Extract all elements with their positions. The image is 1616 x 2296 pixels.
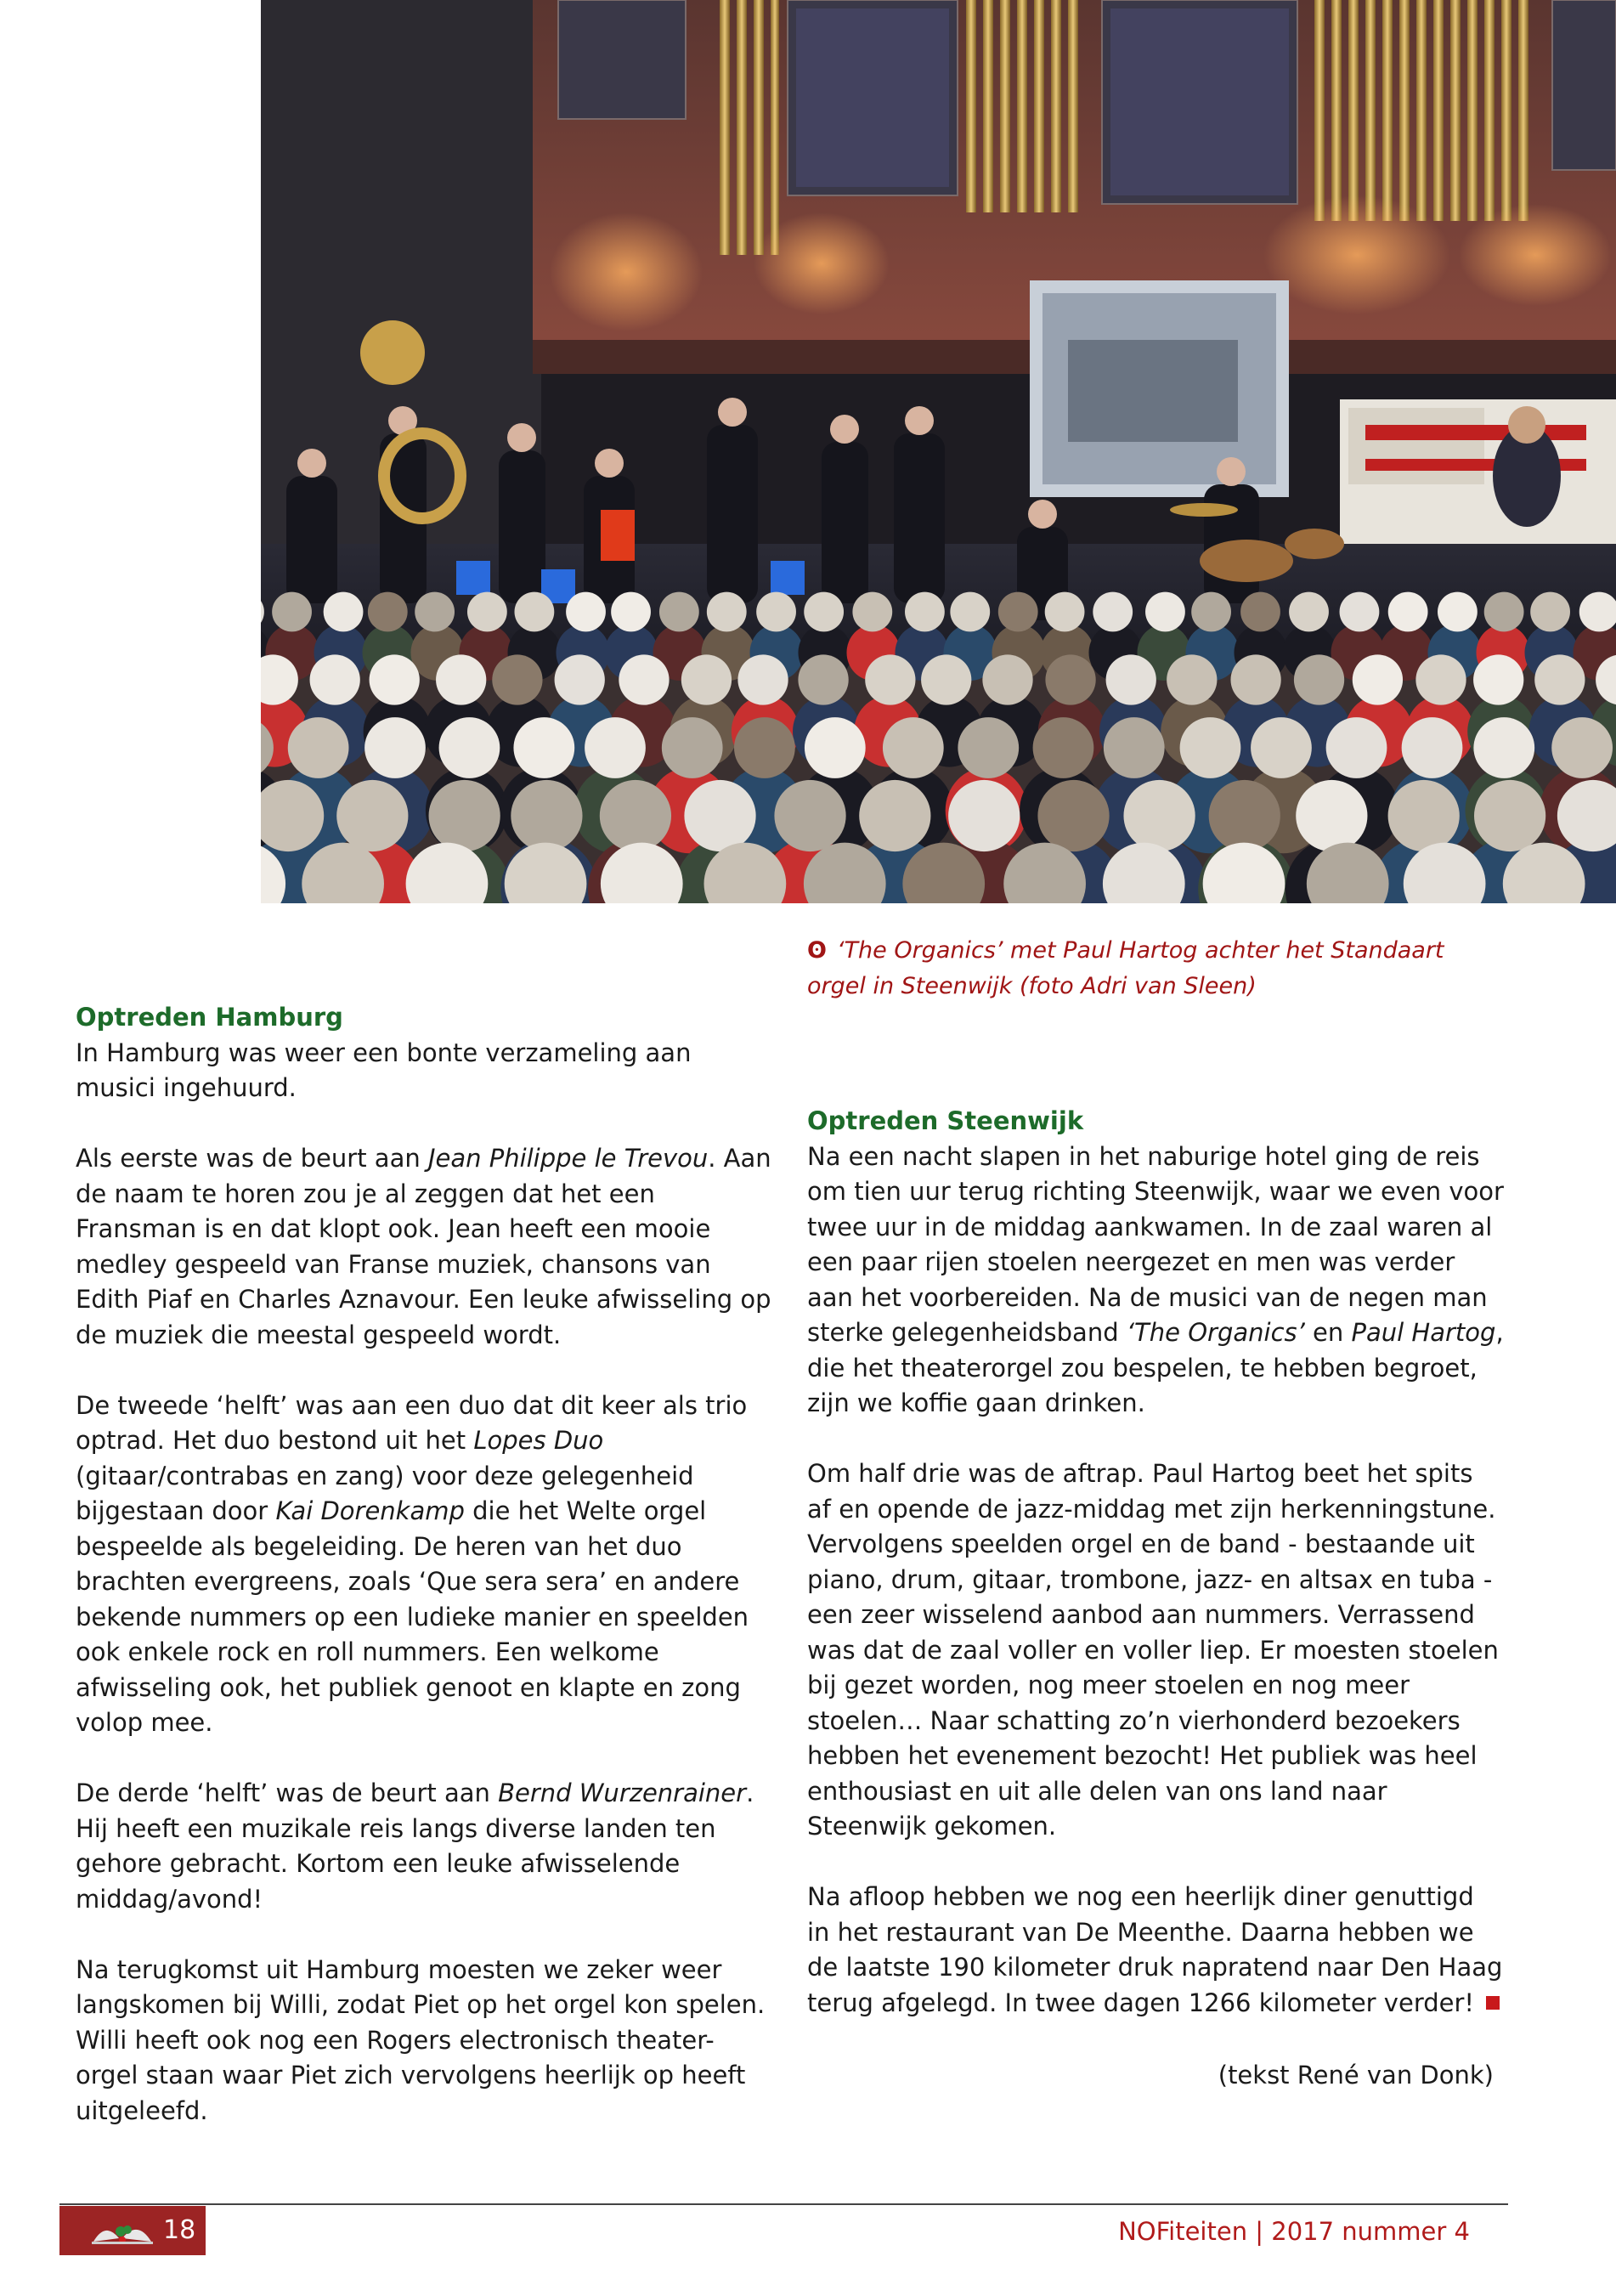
audience-head — [511, 780, 582, 851]
audience-head — [1230, 654, 1280, 704]
audience-head — [859, 780, 930, 851]
audience-head — [707, 592, 747, 632]
audience-head — [1484, 592, 1524, 632]
article-column-right — [807, 1104, 1504, 2021]
audience-head — [852, 592, 892, 632]
audience-head — [1240, 592, 1280, 632]
audience-head — [611, 592, 651, 632]
audience-head — [1340, 592, 1380, 632]
paragraph: Na terugkomst uit Hamburg moesten we zeker weer langskomen bij Willi, zodat Piet op het orgel kon spelen. Willi heeft ook nog een Rogers electronisch theater-orgel staan waar Piet zich vervolgens heerlijk op heeft uitgeleefd. — [76, 1954, 766, 2125]
audience-head — [555, 654, 605, 704]
audience-head — [798, 654, 848, 704]
audience-head — [905, 592, 945, 632]
audience-head — [439, 717, 500, 778]
audience-head — [1045, 654, 1095, 704]
paragraph: Als eerste was de beurt aan Jean Philippe le Trevou. Aan de naam te horen zou je al zeggen dat het een Fransman is en dat klopt ook. Jean heeft een mooie medley gespeeld van Franse muziek, chansons van Edith Piaf en Charles Aznavour. Een leuke afwisseling op de muziek die meestal gespeeld wordt. — [76, 1144, 771, 1349]
audience-head — [982, 654, 1032, 704]
audience-head — [364, 717, 426, 778]
audience-head — [619, 654, 669, 704]
audience-head — [566, 592, 606, 632]
audience-head — [1530, 592, 1570, 632]
audience-head — [585, 717, 646, 778]
audience-head — [1289, 592, 1329, 632]
audience-head — [1438, 592, 1478, 632]
audience-head — [1473, 717, 1534, 778]
performer-name: Lopes Duo — [473, 1426, 604, 1455]
page-number-tab — [59, 2206, 206, 2255]
camera-icon: ʘ — [807, 937, 827, 964]
audience-head — [1551, 717, 1613, 778]
audience-head — [1296, 780, 1367, 851]
audience-head — [288, 717, 349, 778]
audience-head — [514, 592, 554, 632]
audience-head — [865, 654, 915, 704]
audience-head — [1326, 717, 1387, 778]
paragraph: In Hamburg was weer een bonte verzameling aan musici ingehuurd. — [76, 1038, 692, 1102]
audience-head — [272, 592, 312, 632]
audience-head — [1415, 654, 1466, 704]
audience-head — [1294, 654, 1344, 704]
section-heading-steenwijk: Optreden Steenwijk — [807, 1106, 1084, 1135]
audience-head — [734, 717, 795, 778]
bells-icon — [88, 2213, 156, 2248]
audience-head — [684, 780, 755, 851]
audience-head — [436, 654, 486, 704]
paragraph: Na afloop hebben we nog een heerlijk diner genuttigd in het restaurant van De Meenthe. Daarna hebben we de laatste 190 kilometer druk napratend naar Den Haag terug afgelegd. In twee dagen 1266 kilometer verder! — [807, 1882, 1503, 2017]
audience-head — [336, 780, 408, 851]
audience-head — [1104, 717, 1165, 778]
audience-head — [429, 780, 500, 851]
paragraph: De derde ‘helft’ was de beurt aan Bernd Wurzenrainer. Hij heeft een muzikale reis langs diverse landen ten gehore gebracht. Kortom een leuke afwisselende middag/avond! — [76, 1779, 754, 1914]
audience-head — [1191, 592, 1231, 632]
article-column-left — [76, 1000, 772, 2129]
audience-head — [324, 592, 364, 632]
audience-head — [1473, 654, 1523, 704]
audience-head — [1045, 592, 1085, 632]
audience-head — [370, 654, 420, 704]
audience-head — [1037, 780, 1109, 851]
audience-head — [805, 717, 866, 778]
audience-head — [737, 654, 788, 704]
audience-head — [1534, 654, 1585, 704]
performer-name: Jean Philippe le Trevou — [427, 1144, 709, 1173]
audience-head — [1402, 717, 1463, 778]
audience-head — [1123, 780, 1195, 851]
audience-head — [774, 780, 845, 851]
page-number: 18 — [163, 2215, 196, 2245]
audience-head — [948, 780, 1020, 851]
audience-head — [883, 717, 944, 778]
audience-head — [662, 717, 723, 778]
section-heading-hamburg: Optreden Hamburg — [76, 1003, 343, 1032]
audience-head — [756, 592, 796, 632]
audience-head — [492, 654, 542, 704]
audience-head — [804, 592, 844, 632]
audience-head — [513, 717, 574, 778]
audience-head — [1353, 654, 1403, 704]
audience-head — [1388, 592, 1428, 632]
audience-head — [1251, 717, 1312, 778]
footer-divider — [59, 2203, 1508, 2205]
audience-head — [368, 592, 408, 632]
audience-head — [681, 654, 732, 704]
audience-head — [600, 780, 671, 851]
audience-head — [1388, 780, 1460, 851]
publication-title: NOFiteiten | 2017 nummer 4 — [1118, 2217, 1470, 2246]
end-of-article-square-icon — [1486, 1996, 1500, 2010]
author-credit: (tekst René van Donk) — [1218, 2061, 1494, 2090]
audience-head — [1145, 592, 1185, 632]
audience-head — [921, 654, 971, 704]
audience-head — [1209, 780, 1280, 851]
audience-head — [958, 717, 1019, 778]
paragraph: Na een nacht slapen in het naburige hotel ging de reis om tien uur terug richting Steenwijk, waar we even voor twee uur in de middag aankwamen. In de zaal waren al een paar rijen stoelen neergezet en men was verder aan het voorbereiden. Na de musici van de negen man sterke gelegenheidsband ‘The Organics’ en Paul Hartog, die het theaterorgel zou bespelen, te hebben begroet, zijn we koffie gaan drinken. — [807, 1141, 1504, 1417]
audience-head — [1093, 592, 1133, 632]
caption-text: ‘The Organics’ met Paul Hartog achter het Standaart orgel in Steenwijk (foto Adri van Sleen) — [807, 937, 1444, 999]
audience-head — [1474, 780, 1545, 851]
audience-head — [467, 592, 507, 632]
performer-name: Bernd Wurzenrainer — [498, 1779, 747, 1807]
band-name: ‘The Organics’ — [1126, 1318, 1305, 1347]
performer-name: Paul Hartog — [1351, 1318, 1496, 1347]
photo-caption — [807, 933, 1504, 1004]
paragraph: Om half drie was de aftrap. Paul Hartog beet het spits af en opende de jazz-middag met zijn herkenningstune. Vervolgens speelden orgel en de band - bestaande uit piano, drum, gitaar, trombone, jazz- en altsax en tuba - een zeer wisselend aanbod aan nummers. Verrassend was dat de zaal voller en voller liep. Er moesten stoelen bij gezet worden, nog meer stoelen en nog meer stoelen… Naar schatting zo’n vierhonderd bezoekers hebben het evenement bezocht! Het publiek was heel enthousiast en uit alle delen van ons land naar Steenwijk gekomen. — [807, 1459, 1499, 1841]
paragraph: De tweede ‘helft’ was aan een duo dat dit keer als trio optrad. Het duo bestond uit het Lopes Duo (gitaar/contrabas en zang) voor deze gelegenheid bijgestaan door Kai Dorenkamp die het Welte orgel bespeelde als begeleiding. De heren van het duo brachten evergreens, zoals ‘Que sera sera’ en andere bekende nummers op een ludieke manier en speelden ook enkele rock en roll nummers. Een welkome afwisseling ook, het publiek genoot en klapte en zong volop mee. — [76, 1390, 749, 1737]
audience-head — [1167, 654, 1217, 704]
audience-head — [1033, 717, 1094, 778]
audience-head — [415, 592, 455, 632]
performer-name: Kai Dorenkamp — [275, 1496, 465, 1525]
audience-head — [659, 592, 699, 632]
concert-photo — [261, 0, 1616, 903]
audience-head — [1106, 654, 1156, 704]
audience-head — [1180, 717, 1241, 778]
audience-head — [998, 592, 1038, 632]
audience-head — [950, 592, 990, 632]
audience-head — [310, 654, 360, 704]
